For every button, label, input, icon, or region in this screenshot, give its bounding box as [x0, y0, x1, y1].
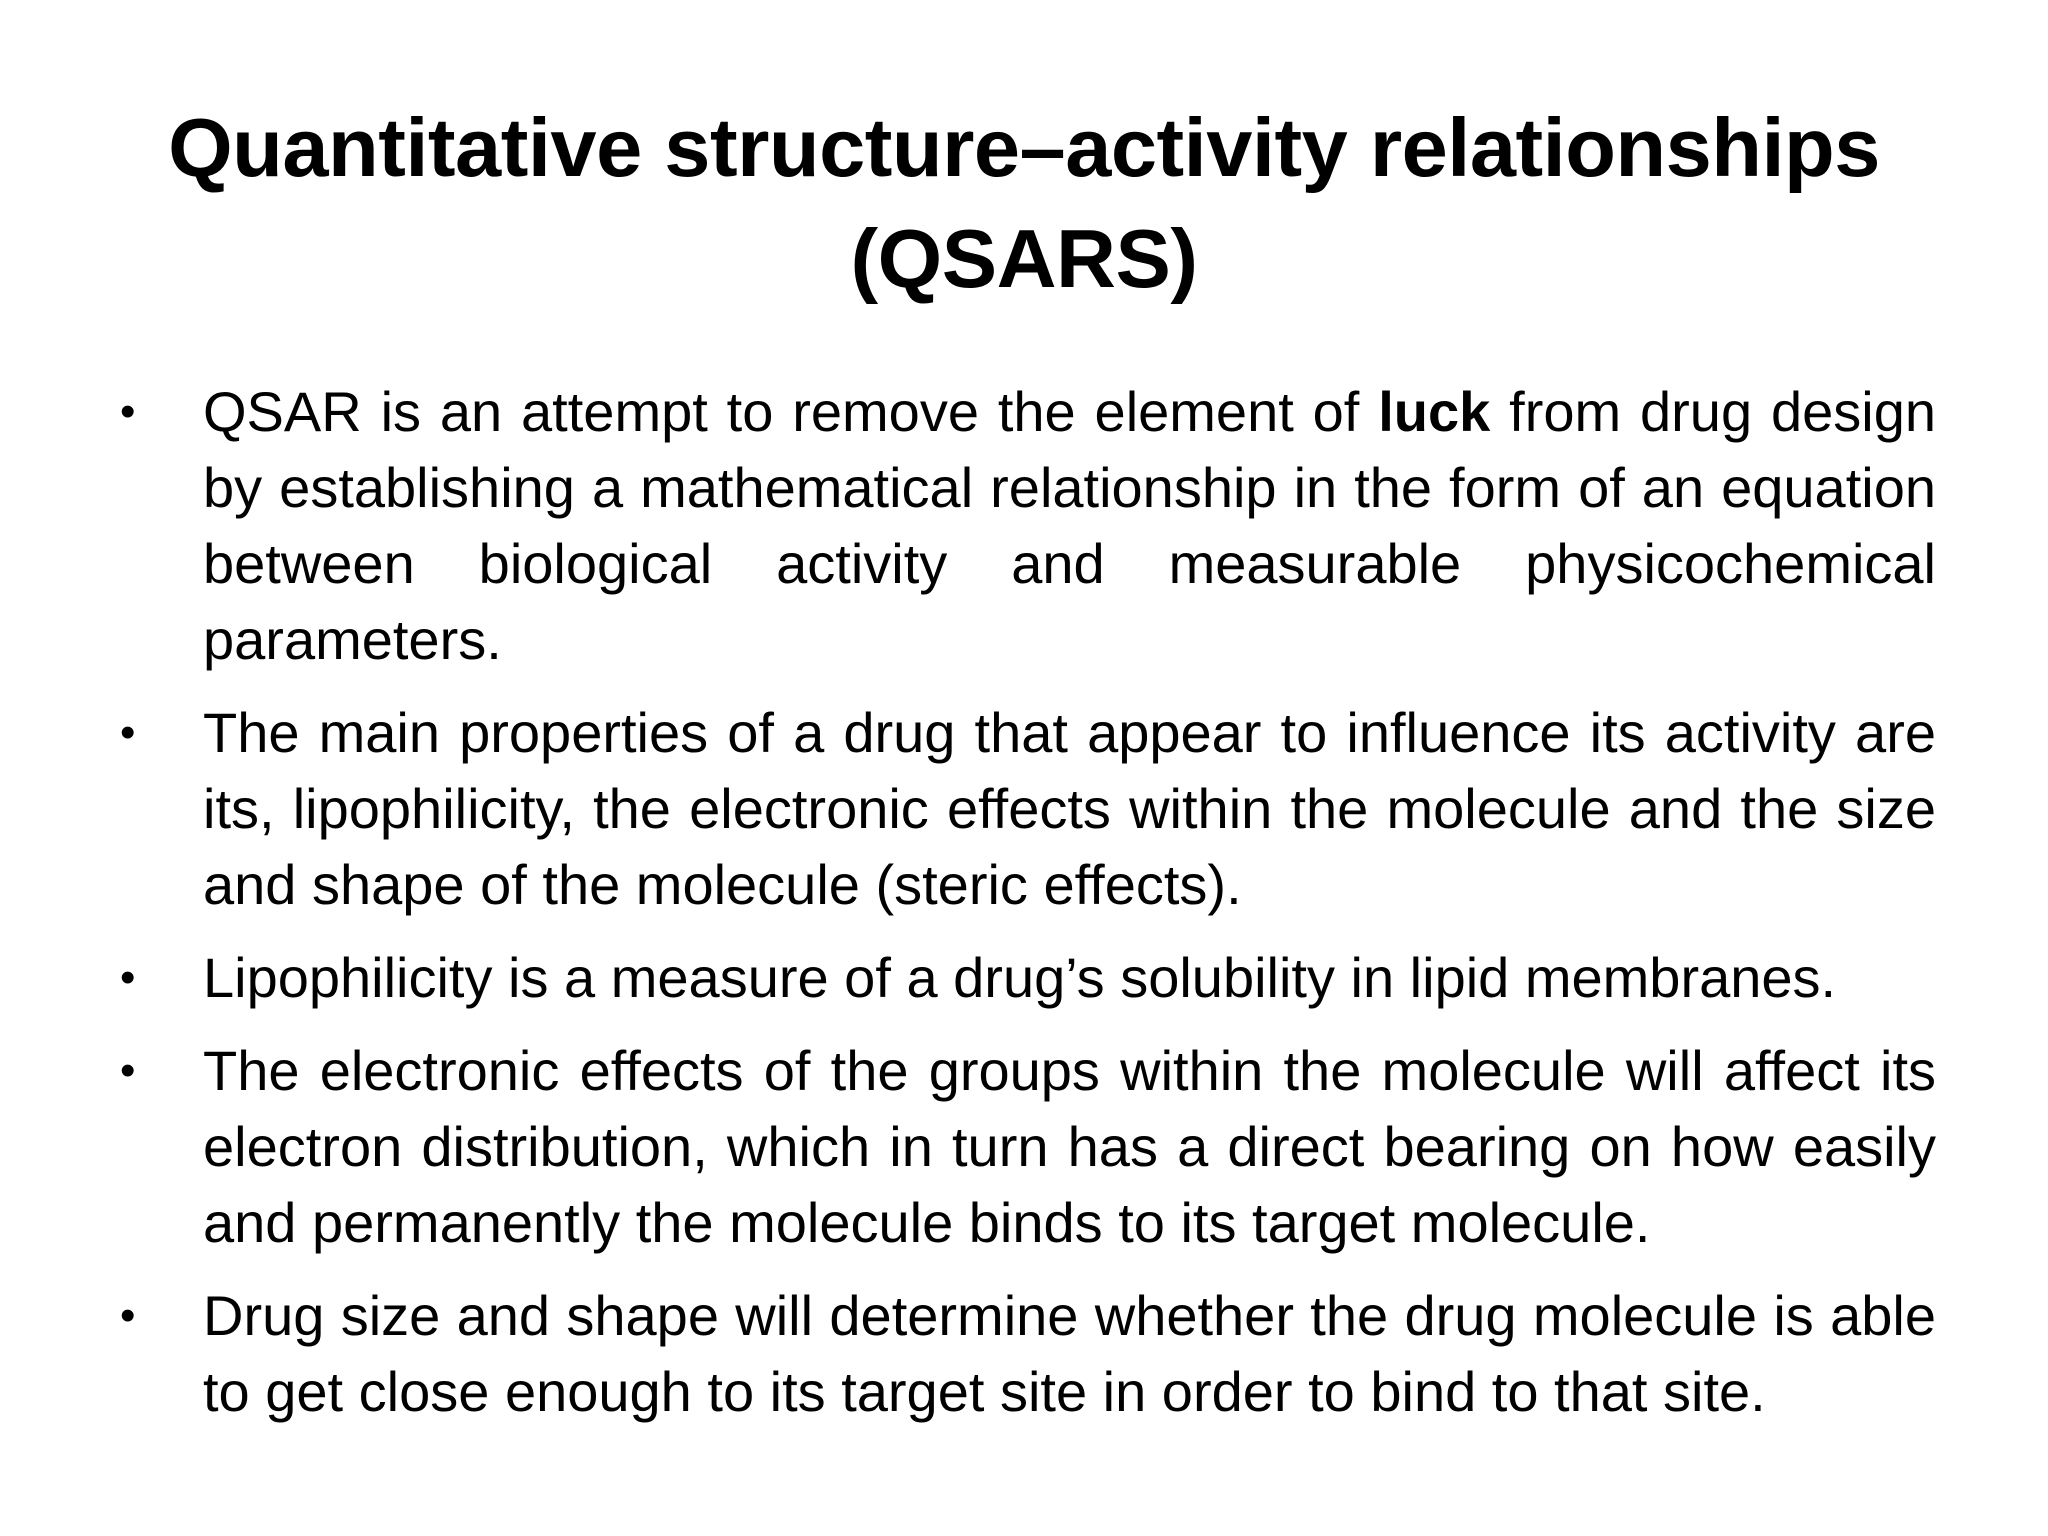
bullet-icon: •: [120, 387, 136, 436]
bullet-text-after: from drug design by establishing a mathematical relationship in the form of an equation between biological activity and measurable physicochemical parameters.: [203, 380, 1936, 671]
bullet-text: [203, 374, 1936, 678]
slide-title-line-2: (QSARS): [850, 212, 1198, 305]
bullet-icon: •: [120, 1291, 136, 1340]
slide-title: [140, 92, 1908, 314]
bullet-text: Drug size and shape will determine whether the drug molecule is able to get close enough to its target site in order to bind to that site.: [203, 1284, 1936, 1423]
bullet-text-before: QSAR is an attempt to remove the element of: [203, 380, 1379, 443]
bullet-list: [120, 374, 1936, 1447]
slide-title-line-1: Quantitative structure–activity relationships: [168, 101, 1880, 194]
bullet-text: The main properties of a drug that appear to influence its activity are its, lipophilicity, the electronic effects within the molecule and the size and shape of the molecule (steric effects).: [203, 701, 1936, 916]
bullet-icon: •: [120, 1046, 136, 1095]
bullet-text: The electronic effects of the groups within the molecule will affect its electron distribution, which in turn has a direct bearing on how easily and permanently the molecule binds to its target molecule.: [203, 1039, 1936, 1254]
bullet-icon: •: [120, 708, 136, 757]
bullet-item-main-properties: [120, 695, 1936, 923]
bullet-icon: •: [120, 953, 136, 1002]
bullet-item-lipophilicity: [120, 940, 1936, 1016]
bullet-item-qsar-definition: [120, 374, 1936, 678]
bullet-text-bold: luck: [1378, 380, 1491, 443]
bullet-text: Lipophilicity is a measure of a drug’s solubility in lipid membranes.: [203, 946, 1837, 1009]
bullet-item-electronic-effects: [120, 1033, 1936, 1261]
bullet-item-size-and-shape: [120, 1278, 1936, 1430]
